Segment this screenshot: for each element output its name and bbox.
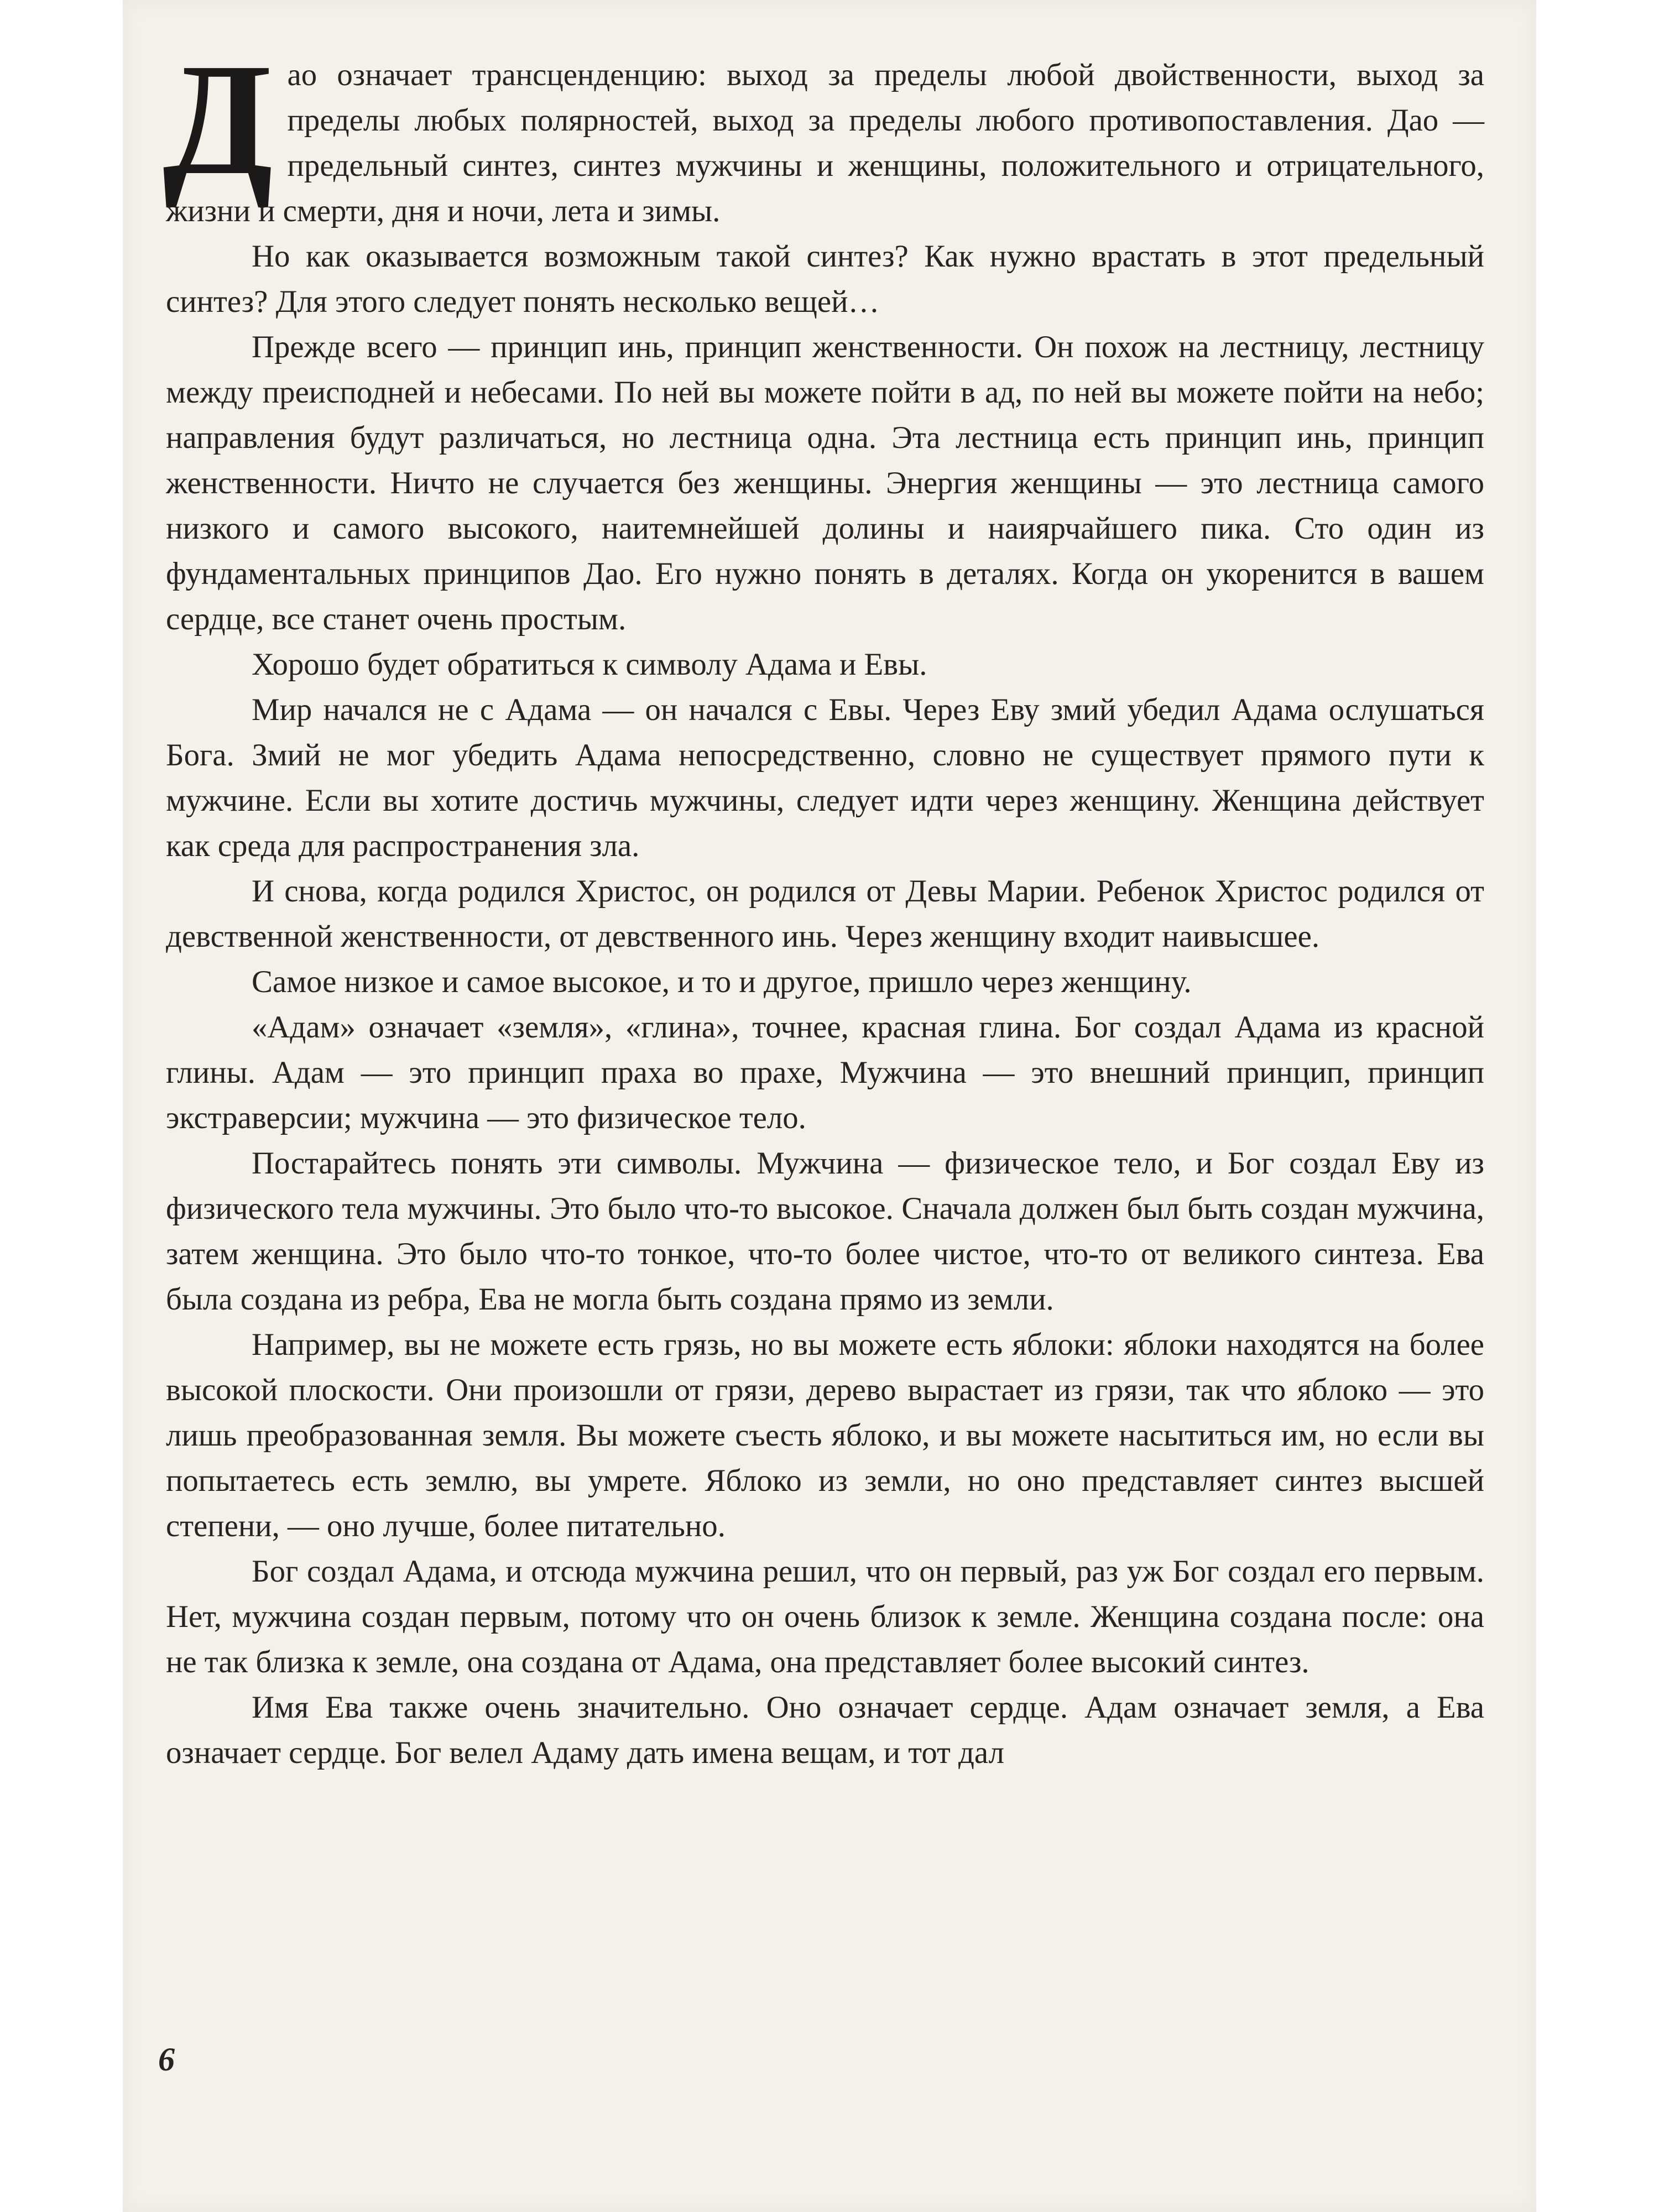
book-page (123, 0, 1536, 2212)
paragraph-5: Мир начался не с Адама — он начался с Евы. Через Еву змий убедил Адама ослушаться Бога. Змий не мог убедить Адама непосредственно, словно не существует прямого пути к мужчине. Если вы хотите достичь мужчины, следует идти через женщину. Женщина действует как среда для распространения зла. (166, 692, 1484, 863)
paragraph-12: Имя Ева также очень значительно. Оно означает сердце. Адам означает земля, а Ева означает сердце. Бог велел Адаму дать имена вещам, и тот дал (166, 1690, 1484, 1770)
body-text (163, 30, 1484, 1776)
paragraph-10: Например, вы не можете есть грязь, но вы можете есть яблоки: яблоки находятся на более высокой плоскости. Они произошли от грязи, дерево вырастает из грязи, так что яблоко — это лишь преобразованная земля. Вы можете съесть яблоко, и вы можете насытиться им, но если вы попытаетесь есть землю, вы умрете. Яблоко из земли, но оно представляет синтез высшей степени, — оно лучше, более питательно. (166, 1327, 1484, 1543)
paragraph-2: Но как оказывается возможным такой синтез? Как нужно врастать в этот предельный синтез? Для этого следует понять несколько вещей… (166, 239, 1484, 319)
paragraph-7: Самое низкое и самое высокое, и то и другое, пришло через женщину. (252, 964, 1192, 999)
paragraph-8: «Адам» означает «земля», «глина», точнее, красная глина. Бог создал Адама из красной глины. Адам — это принцип праха во прахе, Мужчина — это внешний принцип, принцип экстраверсии; мужчина — это физическое тело. (166, 1010, 1484, 1135)
paragraph-11: Бог создал Адама, и отсюда мужчина решил, что он первый, раз уж Бог создал его первым. Нет, мужчина создан первым, потому что он очень близок к земле. Женщина создана после: она не так близка к земле, она создана от Адама, она представляет более высокий синтез. (166, 1554, 1484, 1679)
paragraph-1 (163, 30, 1484, 234)
page-number: 6 (158, 2041, 175, 2078)
paragraph-3: Прежде всего — принцип инь, принцип женственности. Он похож на лестницу, лестницу между преисподней и небесами. По ней вы можете пойти в ад, по ней вы можете пойти на небо; направления будут различаться, но лестница одна. Эта лестница есть принцип инь, принцип женственности. Ничто не случается без женщины. Энергия женщины — это лестница самого низкого и самого высокого, наитемнейшей долины и наиярчайшего пика. Сто один из фундаментальных принципов Дао. Его нужно понять в деталях. Когда он укоренится в вашем сердце, все станет очень простым. (166, 330, 1484, 637)
paragraph-4: Хорошо будет обратиться к символу Адама и Евы. (252, 647, 927, 682)
drop-cap-letter: Д (163, 30, 273, 208)
paragraph-9: Постарайтесь понять эти символы. Мужчина — физическое тело, и Бог создал Еву из физического тела мужчины. Это было что-то высокое. Сначала должен был быть создан мужчина, затем женщина. Это было что-то тонкое, что-то более чистое, что-то от великого синтеза. Ева была создана из ребра, Ева не могла быть создана прямо из земли. (166, 1146, 1484, 1317)
paragraph-1-text: ао означает трансценденцию: выход за пределы любой двойственности, выход за пределы любых полярностей, выход за пределы любого противопоставления. Дао — предельный синтез, синтез мужчины и женщины, положительного и отрицательного, жизни и смерти, дня и ночи, лета и зимы. (166, 58, 1484, 228)
paragraph-6: И снова, когда родился Христос, он родился от Девы Марии. Ребенок Христос родился от девственной женственности, от девственного инь. Через женщину входит наивысшее. (166, 874, 1484, 954)
